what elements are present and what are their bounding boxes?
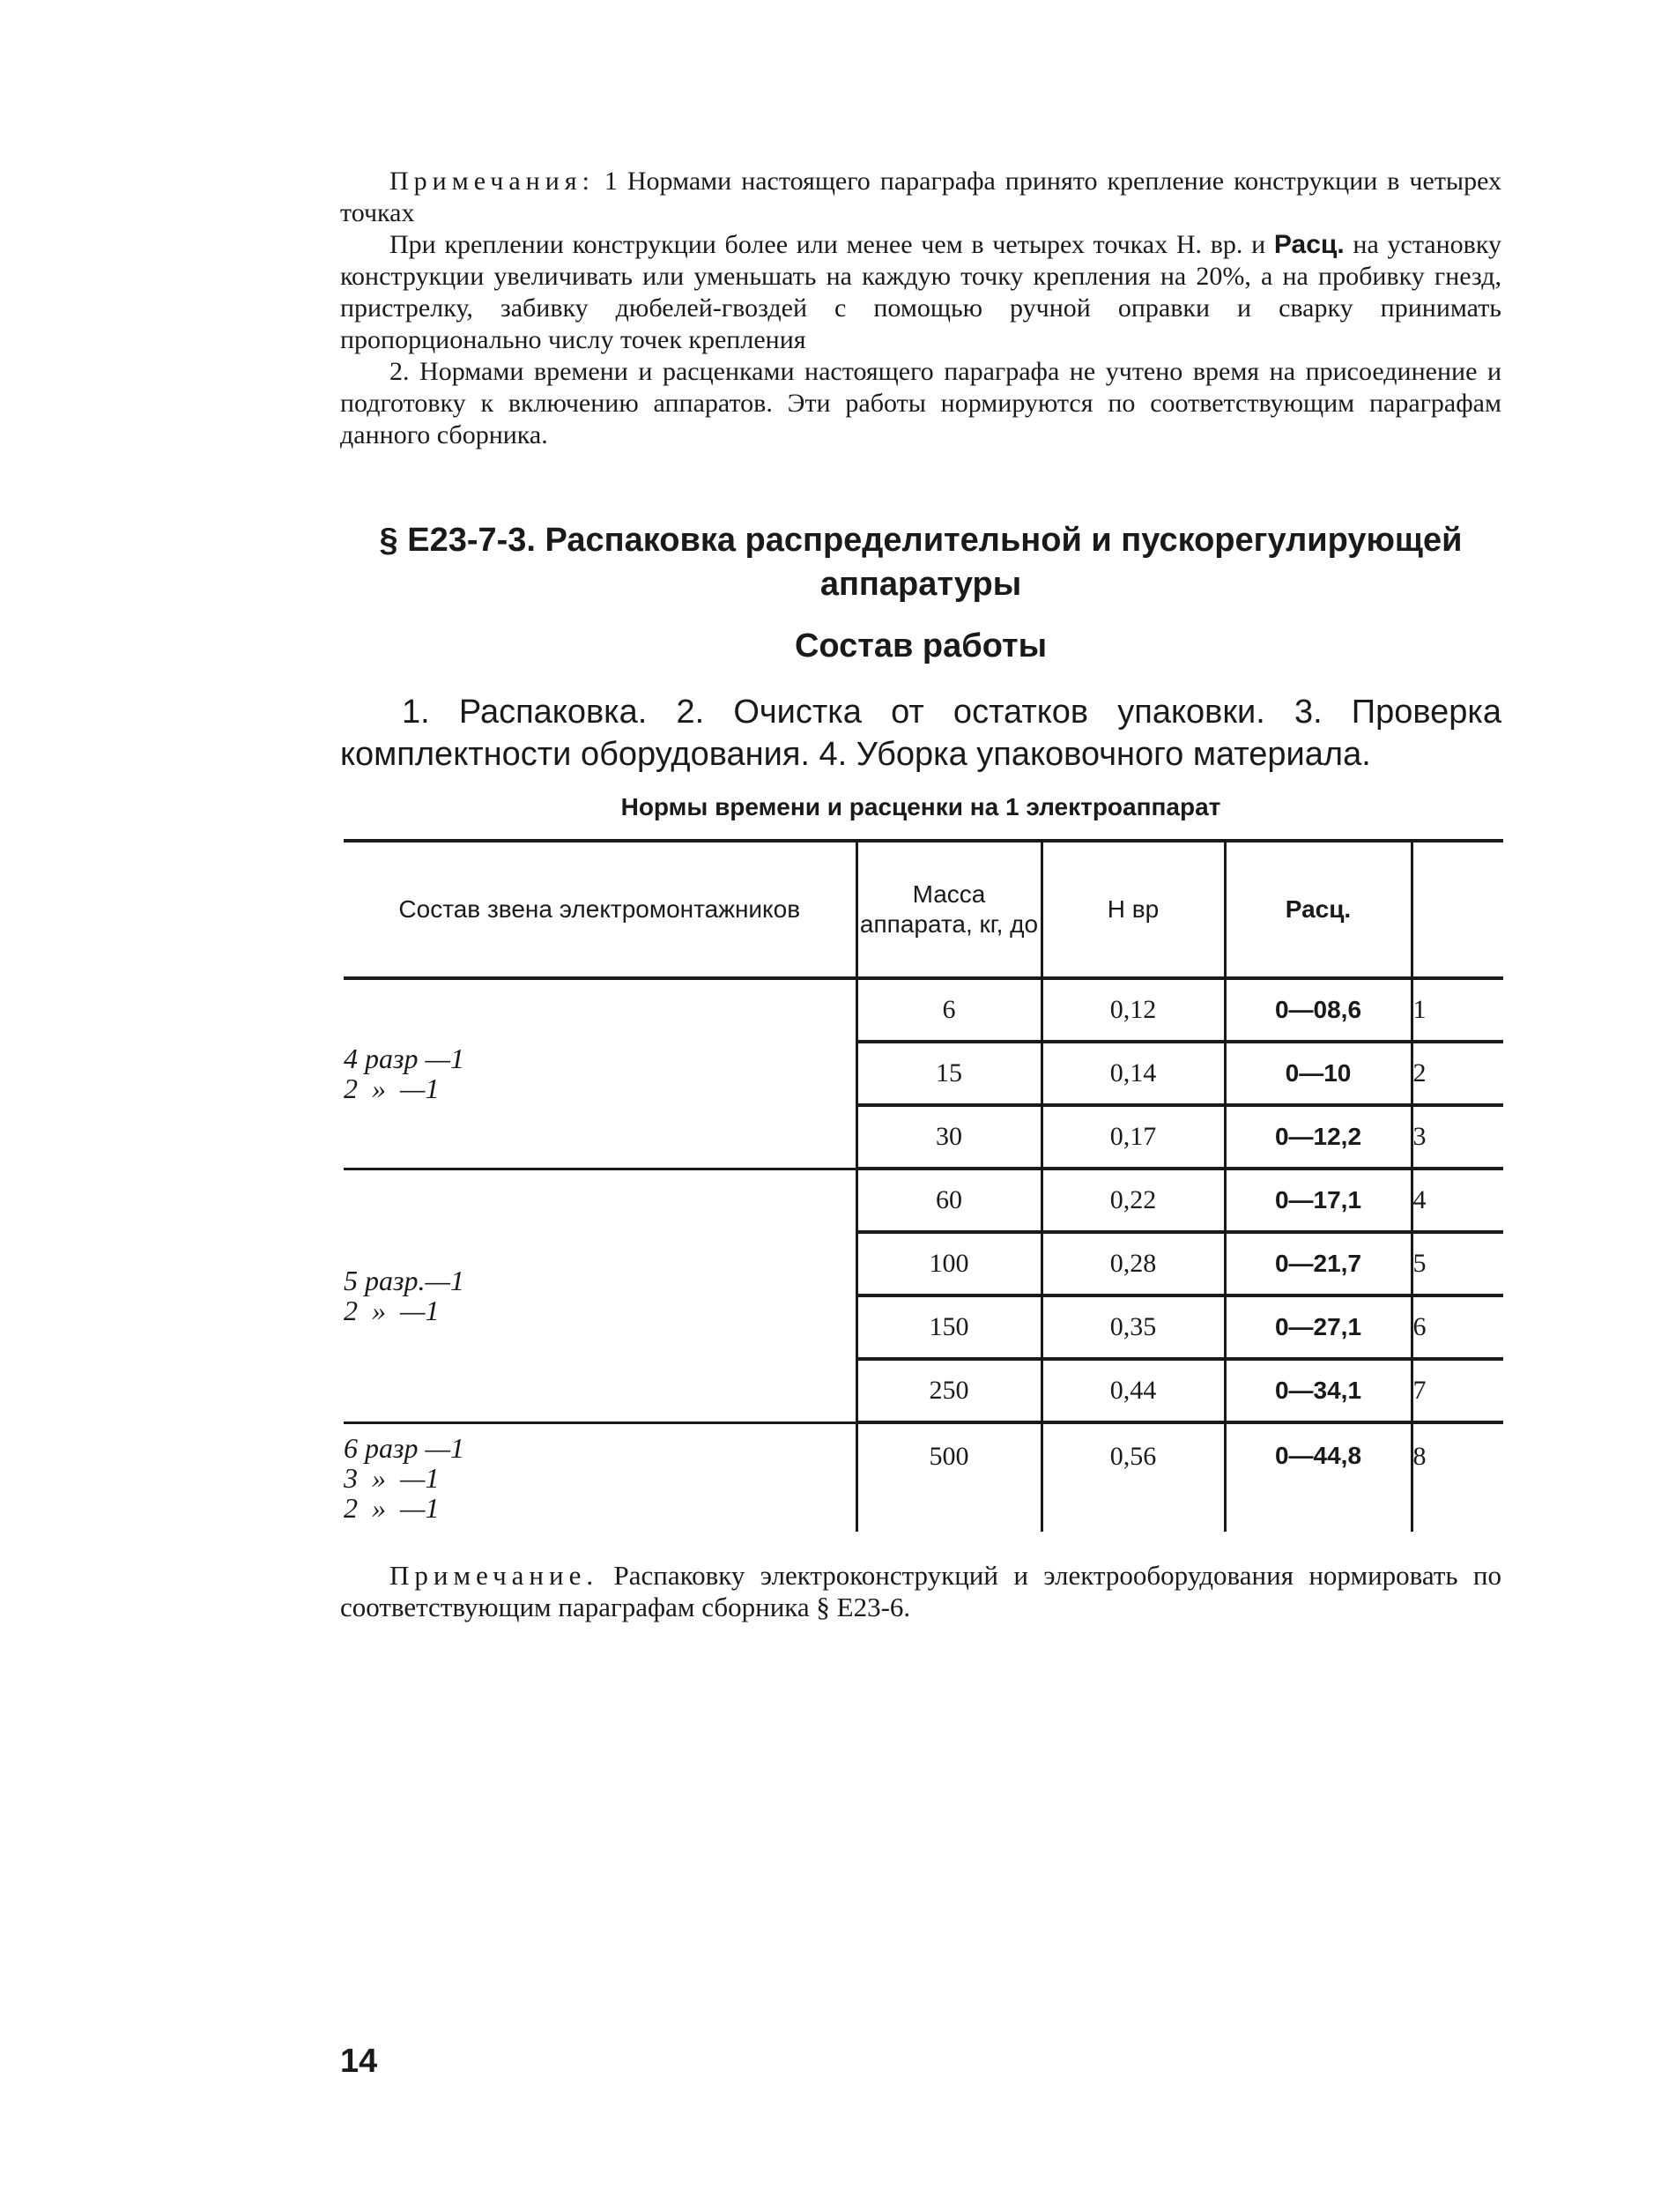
nvr-cell: 0,12 (1042, 978, 1225, 1042)
table-row (344, 978, 1503, 1042)
nvr-cell: 0,35 (1042, 1295, 1225, 1359)
rasc-cell: 0—34,1 (1225, 1359, 1412, 1422)
num-cell: 4 (1412, 1169, 1503, 1232)
nvr-cell: 0,17 (1042, 1105, 1225, 1169)
table-row (344, 1169, 1503, 1232)
crew-cell: 6 разр —1 3 » —1 2 » —1 (344, 1431, 464, 1524)
note-1-continued (340, 229, 1501, 356)
notes-block (340, 166, 1501, 451)
footnote-block (340, 1560, 1501, 1623)
mass-cell: 15 (856, 1042, 1042, 1105)
num-cell: 6 (1412, 1295, 1503, 1359)
nvr-cell: 0,22 (1042, 1169, 1225, 1232)
note-2: 2. Нормами времени и расценками настоящего параграфа не учтено время на присоединение и подготовку к включению аппаратов. Эти работы нормируются по соответствующим параграфам данного сборника. (340, 357, 1501, 449)
note-1-text: 1 Нормами настоящего параграфа принято крепление конструкции в четырех точках (340, 167, 1502, 227)
rasc-cell: 0—21,7 (1225, 1232, 1412, 1295)
num-cell: 1 (1412, 978, 1503, 1042)
header-crew: Состав звена электромонтажников (344, 841, 856, 978)
num-cell: 3 (1412, 1105, 1503, 1169)
mass-cell: 6 (856, 978, 1042, 1042)
crew-cell: 4 разр —1 2 » —1 (344, 978, 856, 1169)
header-num (1412, 841, 1503, 978)
mass-cell: 100 (856, 1232, 1042, 1295)
rasc-cell: 0—44,8 (1225, 1422, 1412, 1532)
work-text: 1. Распаковка. 2. Очистка от остатков упаковки. 3. Проверка комплектности оборудования. 4. Уборка упаковочного материала. (340, 694, 1501, 773)
mass-cell: 250 (856, 1359, 1042, 1422)
table-row (344, 1422, 1503, 1532)
num-cell: 7 (1412, 1359, 1503, 1422)
note-text-part: на установку конструкции увеличивать или уменьшать на каждую точку крепления на 20%, а на пробивку гнезд, пристрелку, забивку дюбелей-гвоздей с помощью ручной оправки и сварку принимать пропорционально числу точек крепления (340, 230, 1501, 354)
mass-cell: 30 (856, 1105, 1042, 1169)
rasc-cell: 0—17,1 (1225, 1169, 1412, 1232)
table-header-row (344, 841, 1503, 978)
work-title: Состав работы (794, 627, 1048, 664)
rasc-cell: 0—27,1 (1225, 1295, 1412, 1359)
table-caption: Нормы времени и расценки на 1 электроаппарат (620, 793, 1221, 820)
work-description (340, 691, 1501, 776)
mass-cell: 500 (856, 1422, 1042, 1532)
nvr-cell: 0,14 (1042, 1042, 1225, 1105)
rasc-abbrev: Расц. (1273, 230, 1345, 259)
header-nvr: Н вр (1042, 841, 1225, 978)
page-number: 14 (340, 2043, 378, 2080)
crew-cell: 5 разр.—1 2 » —1 (344, 1169, 856, 1422)
mass-cell: 60 (856, 1169, 1042, 1232)
rasc-cell: 0—08,6 (1225, 978, 1412, 1042)
mass-cell: 150 (856, 1295, 1042, 1359)
notes-label: Примечания: (389, 167, 595, 196)
num-cell: 2 (1412, 1042, 1503, 1105)
footnote-label: Примечание. (389, 1560, 599, 1591)
note-1 (340, 166, 1501, 229)
norms-table (344, 839, 1503, 1532)
note-text-part: При креплении конструкции более или менее чем в четырех точках Н. вр. и (389, 230, 1266, 259)
header-rasc: Расц. (1225, 841, 1412, 978)
nvr-cell: 0,56 (1042, 1422, 1225, 1532)
nvr-cell: 0,28 (1042, 1232, 1225, 1295)
footnote-text: Распаковку электроконструкций и электрооборудования нормировать по соответствующим параграфам сборника § Е23-6. (340, 1560, 1501, 1622)
rasc-cell: 0—12,2 (1225, 1105, 1412, 1169)
num-cell: 5 (1412, 1232, 1503, 1295)
footnote (340, 1560, 1501, 1623)
num-cell: 8 (1412, 1422, 1503, 1532)
rasc-cell: 0—10 (1225, 1042, 1412, 1105)
header-mass: Масса аппарата, кг, до (856, 841, 1042, 978)
section-heading: § Е23-7-3. Распаковка распределительной и пускорегулирующей аппаратуры (379, 522, 1463, 603)
nvr-cell: 0,44 (1042, 1359, 1225, 1422)
